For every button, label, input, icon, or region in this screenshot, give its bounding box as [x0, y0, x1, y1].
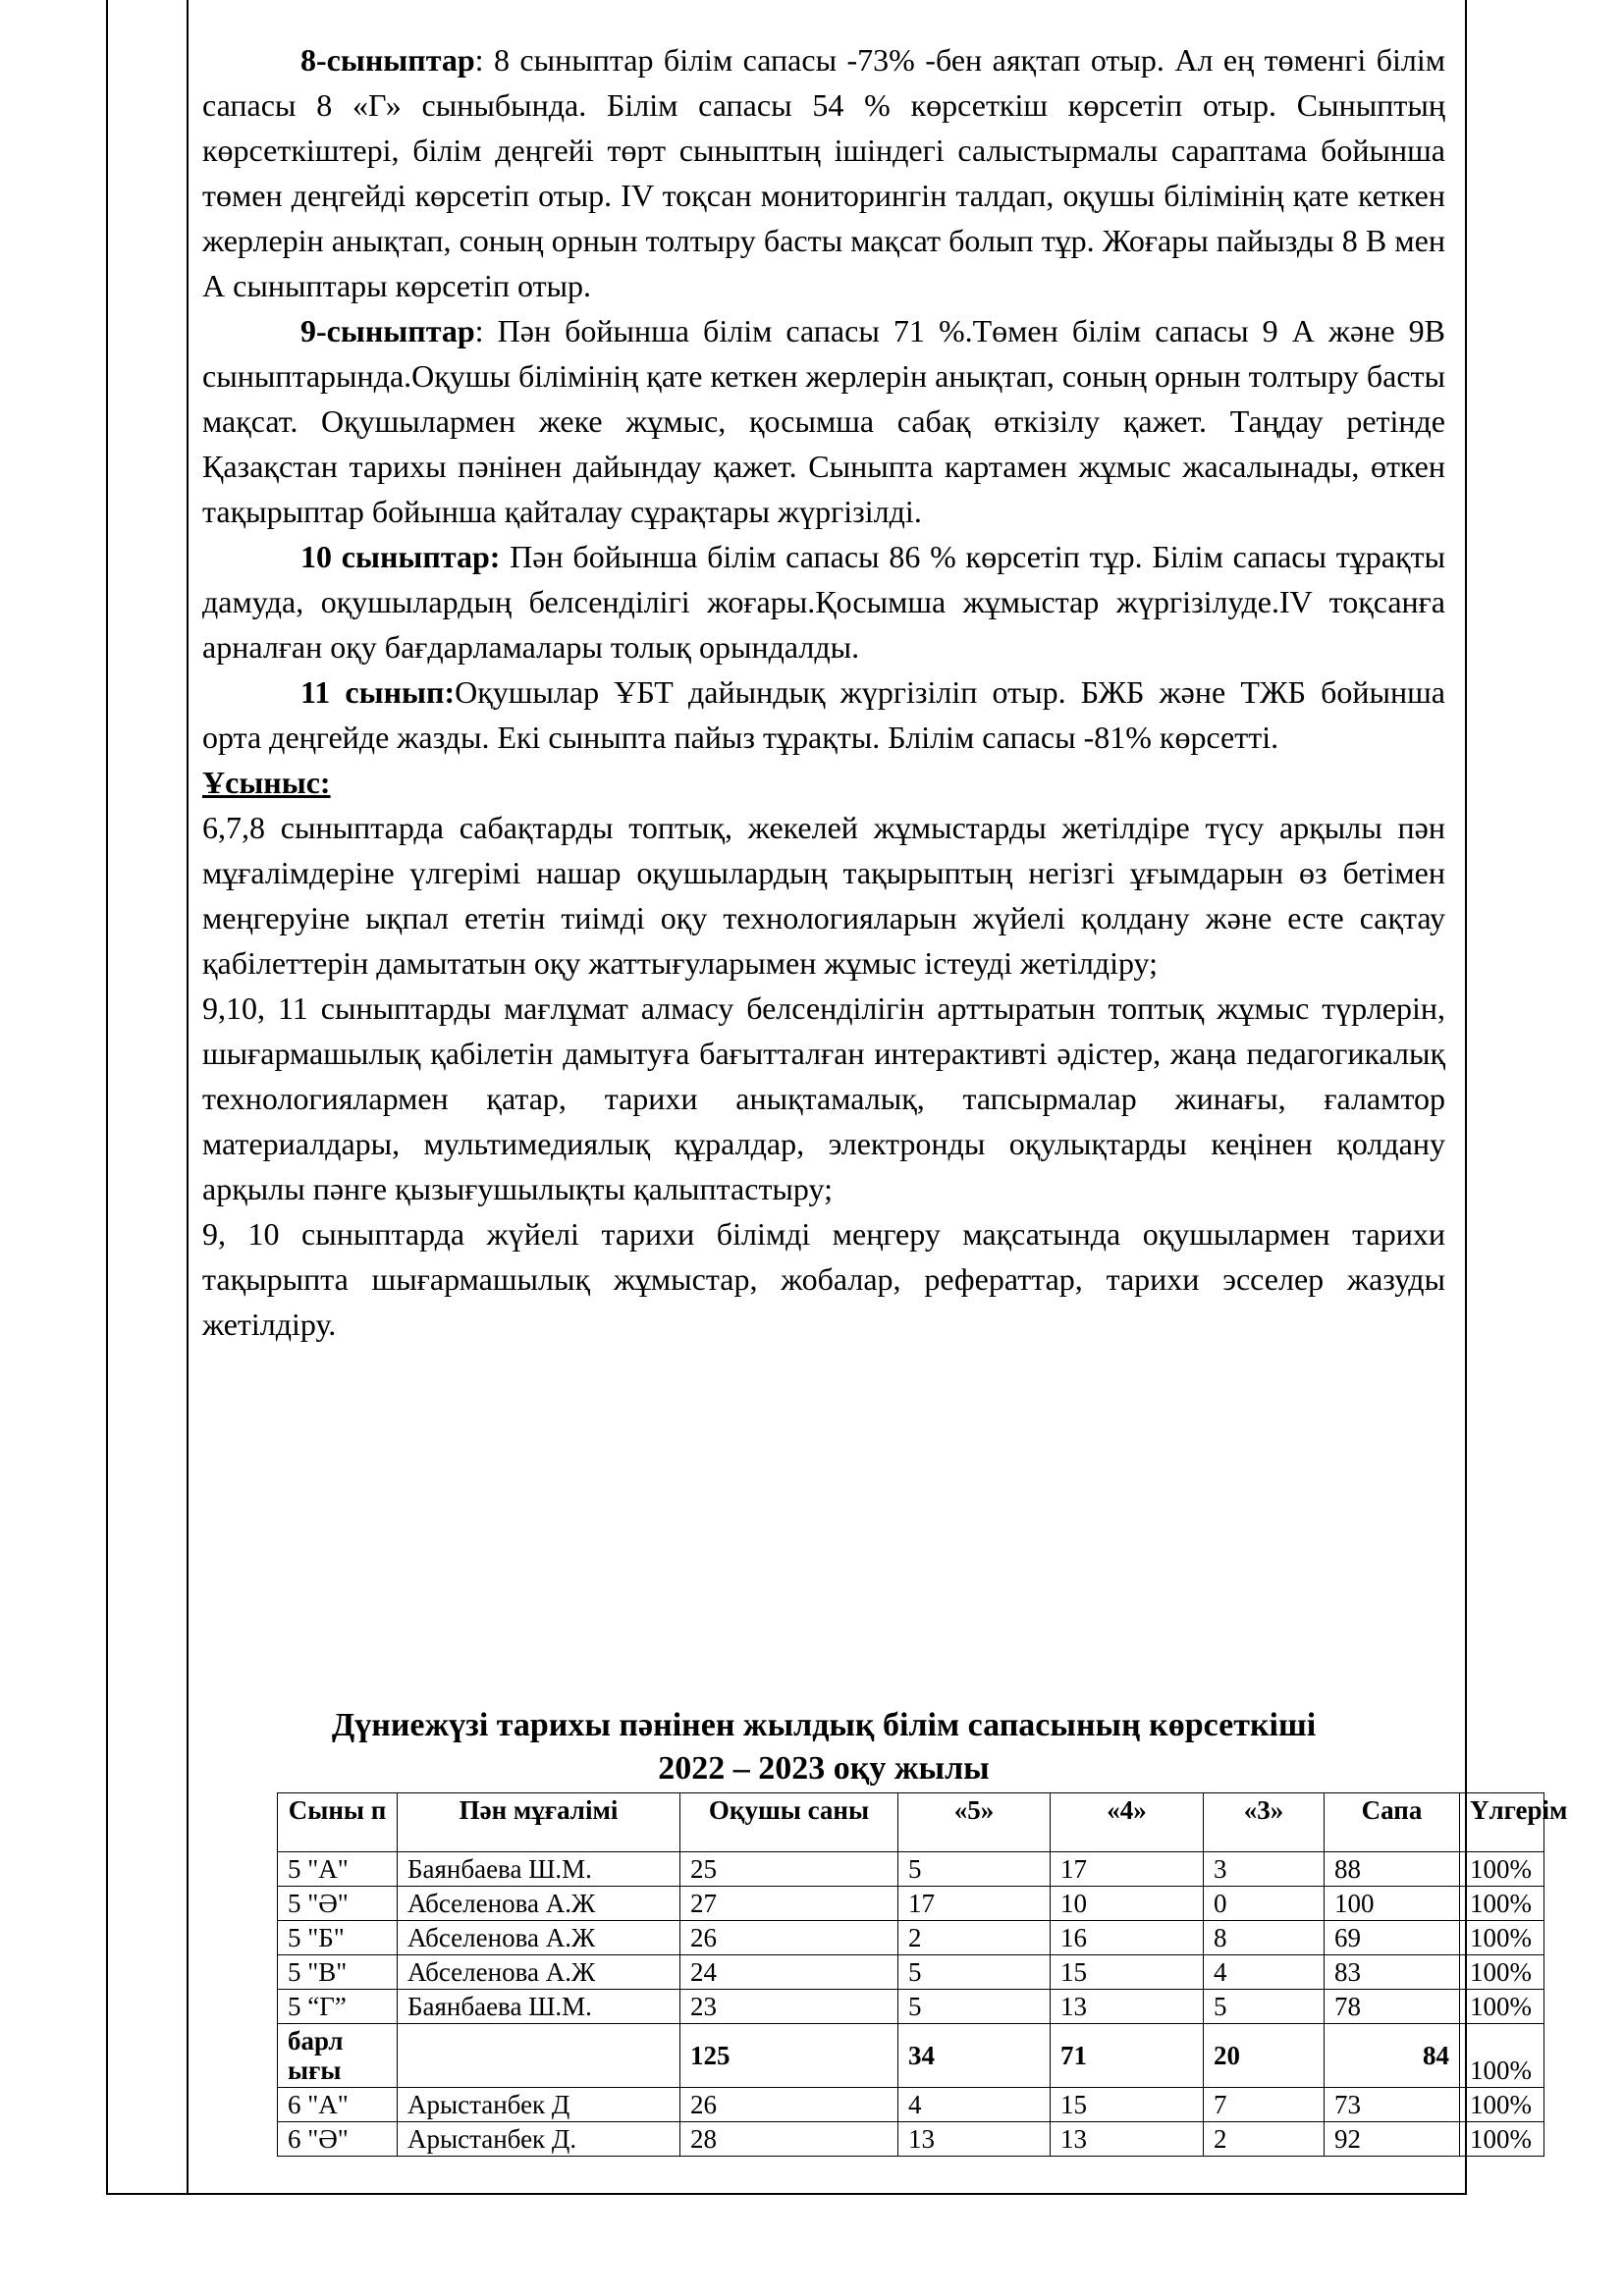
cell-quality: 92	[1325, 2122, 1460, 2157]
recommendation-item: 6,7,8 сыныптарда сабақтарды топтық, жекелей жұмыстарды жетілдіре түсу арқылы пән мұғалімдеріне үлгерімі нашар оқушылардың тақырыптың негізгі ұғымдарын өз бетімен меңгеруіне ықпал ететін тиімді оқу технологияларын жүйелі қолдану және есте сақтау қабілеттерін дамытатын оқу жаттығуларымен жұмыс істеуді жетілдіру;	[202, 810, 1445, 981]
cell-students: 28	[680, 2122, 898, 2157]
cell-quality: 100	[1325, 1887, 1460, 1921]
cell-grade-5: 4	[898, 2088, 1051, 2122]
col-header-grade-5: «5»	[898, 1793, 1051, 1852]
cell-teacher: Баянбаева Ш.М.	[398, 1990, 680, 2024]
cell-progress: 100%	[1460, 2024, 1544, 2088]
paragraph-lead: 8-сыныптар	[300, 42, 475, 78]
cell-teacher: Абселенова А.Ж	[398, 1921, 680, 1955]
table-header-row	[278, 1793, 1544, 1852]
cell-class: 6 "Ә"	[278, 2122, 398, 2157]
col-header-grade-3: «3»	[1204, 1793, 1325, 1852]
paragraph-lead: 10 сыныптар:	[300, 539, 501, 574]
paragraph-text: Оқушылар ҰБТ дайындық жүргізіліп отыр. БЖБ және ТЖБ бойынша орта деңгейде жазды. Екі сыныпта пайыз тұрақты. Блілім сапасы -81% көрсетті.	[202, 674, 1446, 755]
col-header-grade-4: «4»	[1051, 1793, 1204, 1852]
quality-table-container	[277, 1792, 1568, 2193]
cell-grade-5: 17	[898, 1887, 1051, 1921]
table-title-year: 2022 – 2023 оқу жылы	[658, 1750, 990, 1787]
paragraph-grade-9	[202, 308, 1445, 534]
cell-grade-4: 13	[1051, 1990, 1204, 2024]
cell-teacher: Абселенова А.Ж	[398, 1887, 680, 1921]
col-header-students: Оқушы саны	[680, 1793, 898, 1852]
cell-progress: 100%	[1460, 1852, 1544, 1887]
paragraph-grade-10	[202, 534, 1445, 669]
cell-class: 5 "А"	[278, 1852, 398, 1887]
cell-class: 6 "А"	[278, 2088, 398, 2122]
cell-grade-3: 0	[1204, 1887, 1325, 1921]
table-row	[278, 2122, 1544, 2157]
col-header-class: Сыны п	[278, 1793, 398, 1852]
cell-progress: 100%	[1460, 2088, 1544, 2122]
cell-quality: 69	[1325, 1921, 1460, 1955]
cell-quality: 83	[1325, 1955, 1460, 1990]
paragraph-lead: 9-сыныптар	[300, 313, 475, 348]
cell-students: 125	[680, 2024, 898, 2088]
cell-teacher	[398, 2024, 680, 2088]
table-title-line: Дүниежүзі тарихы пәнінен жылдық білім сапасының көрсеткіші	[331, 1707, 1317, 1743]
cell-quality: 73	[1325, 2088, 1460, 2122]
cell-students: 23	[680, 1990, 898, 2024]
paragraph-text: : Пән бойынша білім сапасы 71 %.Төмен білім сапасы 9 А және 9В сыныптарында.Оқушы білімінің қате кеткен жерлерін анықтап, соның орнын толтыру басты мақсат. Оқушылармен жеке жұмыс, қосымша сабақ өткізілу қажет. Таңдау ретінде Қазақстан тарихы пәнінен дайындау қажет. Сыныпта картамен жұмыс жасалынады, өткен тақырыптар бойынша қайталау сұрақтары жүргізілді.	[202, 313, 1445, 529]
col-header-progress: Үлгерім	[1460, 1793, 1544, 1852]
cell-students: 26	[680, 1921, 898, 1955]
paragraph-grade-11	[202, 669, 1445, 760]
cell-grade-3: 2	[1204, 2122, 1325, 2157]
cell-grade-4: 13	[1051, 2122, 1204, 2157]
page-frame-inner-line	[187, 0, 189, 2193]
paragraph-text: Пән бойынша білім сапасы 86 % көрсетіп тұр. Білім сапасы тұрақты дамуда, оқушылардың белсенділігі жоғары.Қосымша жұмыстар жүргізілуде.IV тоқсанға арналған оқу бағдарламалары толық орындалды.	[202, 539, 1446, 665]
cell-class: барл ығы	[278, 2024, 398, 2088]
cell-grade-3: 8	[1204, 1921, 1325, 1955]
table-row	[278, 1921, 1544, 1955]
cell-grade-5: 5	[898, 1955, 1051, 1990]
cell-teacher: Баянбаева Ш.М.	[398, 1852, 680, 1887]
cell-progress: 100%	[1460, 1955, 1544, 1990]
cell-grade-3: 4	[1204, 1955, 1325, 1990]
cell-grade-3: 3	[1204, 1852, 1325, 1887]
table-row	[278, 1887, 1544, 1921]
cell-teacher: Абселенова А.Ж	[398, 1955, 680, 1990]
cell-grade-3: 20	[1204, 2024, 1325, 2088]
cell-teacher: Арыстанбек Д	[398, 2088, 680, 2122]
cell-students: 26	[680, 2088, 898, 2122]
cell-quality: 88	[1325, 1852, 1460, 1887]
cell-class: 5 "Б"	[278, 1921, 398, 1955]
cell-progress: 100%	[1460, 1887, 1544, 1921]
paragraph-lead: 11 сынып:	[300, 674, 456, 710]
table-row	[278, 1852, 1544, 1887]
table-row	[278, 1990, 1544, 2024]
cell-grade-5: 13	[898, 2122, 1051, 2157]
cell-grade-5: 34	[898, 2024, 1051, 2088]
cell-class: 5 “Г”	[278, 1990, 398, 2024]
cell-grade-4: 10	[1051, 1887, 1204, 1921]
cell-grade-5: 5	[898, 1852, 1051, 1887]
paragraph-grade-8	[202, 37, 1445, 308]
cell-class: 5 "Ә"	[278, 1887, 398, 1921]
paragraph-text: : 8 сыныптар білім сапасы -73% -бен аяқтап отыр. Ал ең төменгі білім сапасы 8 «Г» сыныбында. Білім сапасы 54 % көрсеткіш көрсетіп отыр. Сыныптың көрсеткіштері, білім деңгейі төрт сыныптың ішіндегі салыстырмалы сараптама бойынша төмен деңгейді көрсетіп отыр. IV тоқсан мониторингін талдап, оқушы білімінің қате кеткен жерлерін анықтап, соның орнын толтыру басты мақсат болып тұр. Жоғары пайызды 8 В мен А сыныптары көрсетіп отыр.	[202, 42, 1445, 303]
cell-grade-5: 2	[898, 1921, 1051, 1955]
document-body	[202, 37, 1445, 1347]
cell-progress: 100%	[1460, 1990, 1544, 2024]
col-header-teacher: Пән мұғалімі	[398, 1793, 680, 1852]
cell-progress: 100%	[1460, 2122, 1544, 2157]
cell-grade-5: 5	[898, 1990, 1051, 2024]
cell-class: 5 "В"	[278, 1955, 398, 1990]
cell-grade-4: 71	[1051, 2024, 1204, 2088]
cell-quality: 78	[1325, 1990, 1460, 2024]
cell-students: 25	[680, 1852, 898, 1887]
cell-students: 24	[680, 1955, 898, 1990]
cell-progress: 100%	[1460, 1921, 1544, 1955]
recommendation-item: 9,10, 11 сыныптарды мағлұмат алмасу белсенділігін арттыратын топтық жұмыс түрлерін, шығармашылық қабілетін дамытуға бағытталған интерактивті әдістер, жаңа педагогикалық технологиялармен қатар, тарихи анықтамалық, тапсырмалар жинағы, ғаламтор материалдары, мультимедиялық құралдар, электронды оқулықтарды кеңінен қолдану арқылы пәнге қызығушылықты қалыптастыру;	[202, 990, 1445, 1206]
cell-grade-4: 16	[1051, 1921, 1204, 1955]
cell-grade-3: 7	[1204, 2088, 1325, 2122]
recommendation-item: 9, 10 сыныптарда жүйелі тарихи білімді меңгеру мақсатында оқушылармен тарихи тақырыпта шығармашылық жұмыстар, жобалар, рефераттар, тарихи эсселер жазуды жетілдіру.	[202, 1216, 1445, 1342]
recommendations-heading: Ұсыныс:	[202, 765, 331, 800]
table-row	[278, 2088, 1544, 2122]
quality-table	[277, 1792, 1568, 2157]
table-title	[202, 1704, 1445, 1790]
table-row-total	[278, 2024, 1544, 2088]
cell-grade-3: 5	[1204, 1990, 1325, 2024]
cell-grade-4: 15	[1051, 1955, 1204, 1990]
table-row	[278, 1955, 1544, 1990]
cell-quality: 84	[1325, 2024, 1460, 2088]
cell-students: 27	[680, 1887, 898, 1921]
cell-grade-4: 15	[1051, 2088, 1204, 2122]
col-header-quality: Сапа	[1325, 1793, 1460, 1852]
cell-teacher: Арыстанбек Д.	[398, 2122, 680, 2157]
cell-grade-4: 17	[1051, 1852, 1204, 1887]
